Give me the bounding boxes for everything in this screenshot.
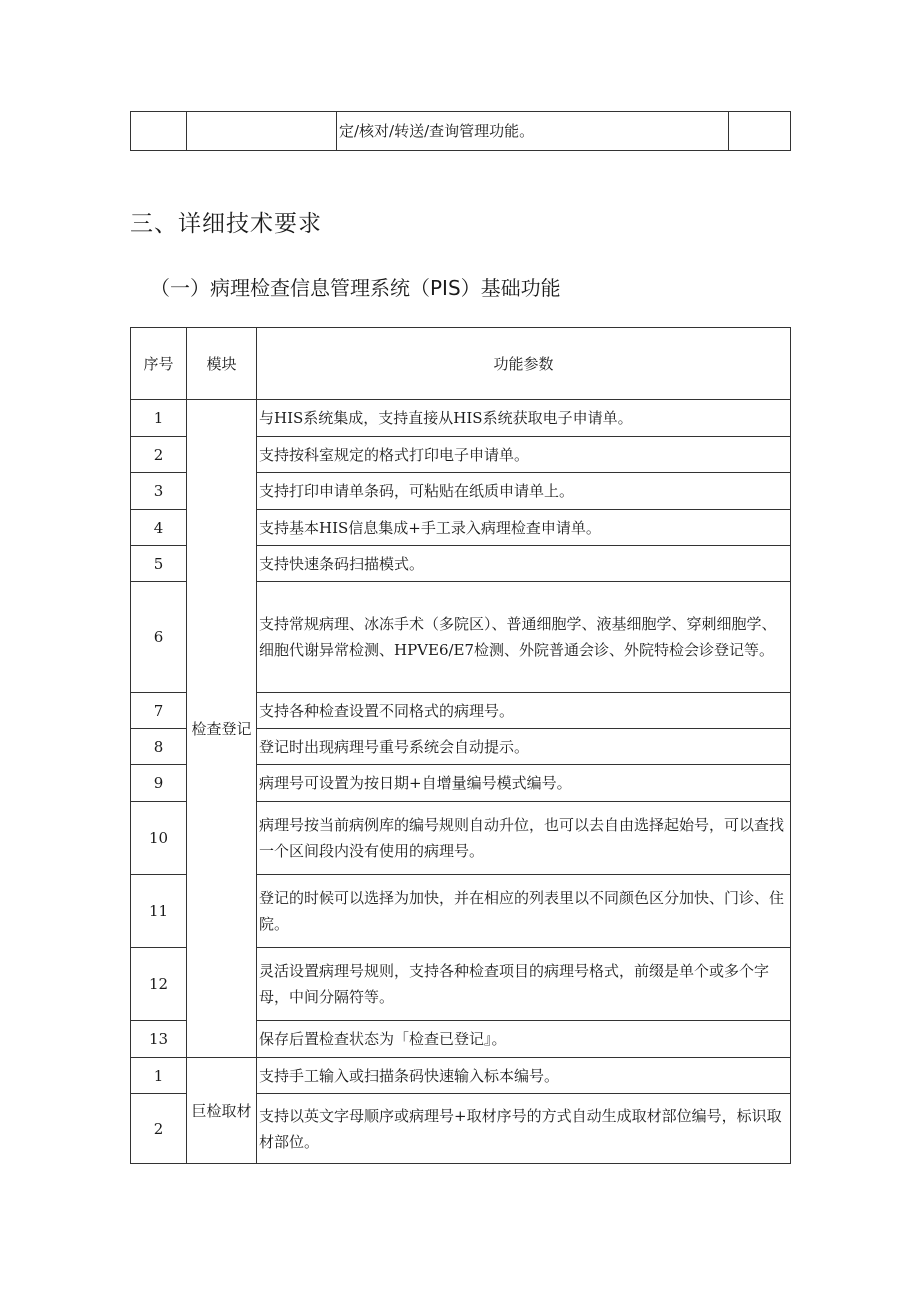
- row-number: 13: [131, 1021, 187, 1058]
- row-number: 10: [131, 802, 187, 875]
- function-description: 支持基本HIS信息集成+手工录入病理检查申请单。: [257, 510, 791, 546]
- row-number: 4: [131, 510, 187, 546]
- row-number: 12: [131, 948, 187, 1021]
- module-name: 检查登记: [187, 400, 257, 1058]
- function-description: 病理号可设置为按日期+自增量编号模式编号。: [257, 765, 791, 802]
- row-number: 7: [131, 693, 187, 729]
- function-table: [130, 327, 791, 1164]
- row-number: 5: [131, 546, 187, 582]
- function-description: 支持各种检查设置不同格式的病理号。: [257, 693, 791, 729]
- function-description: 支持常规病理、冰冻手术（多院区）、普通细胞学、液基细胞学、穿刺细胞学、细胞代谢异常检测、HPVE6/E7检测、外院普通会诊、外院特检会诊登记等。: [257, 582, 791, 693]
- row-number: 3: [131, 473, 187, 510]
- row-number: 2: [131, 437, 187, 473]
- module-name: 巨检取材: [187, 1058, 257, 1164]
- table-row: [131, 112, 791, 151]
- continued-text: 定/核对/转送/查询管理功能。: [337, 112, 729, 151]
- cell-empty: [729, 112, 791, 151]
- function-description: 保存后置检查状态为「检查已登记』。: [257, 1021, 791, 1058]
- function-description: 灵活设置病理号规则，支持各种检查项目的病理号格式，前缀是单个或多个字母，中间分隔符等。: [257, 948, 791, 1021]
- subsection-title: （一）病理检查信息管理系统（PIS）基础功能: [150, 276, 561, 300]
- section-title: 三、详细技术要求: [130, 211, 322, 237]
- row-number: 11: [131, 875, 187, 948]
- function-description: 支持快速条码扫描模式。: [257, 546, 791, 582]
- table-header-row: [131, 328, 791, 400]
- header-module: 模块: [187, 328, 257, 400]
- function-description: 支持按科室规定的格式打印电子申请单。: [257, 437, 791, 473]
- cell-empty: [131, 112, 187, 151]
- row-number: 8: [131, 729, 187, 765]
- function-description: 登记时出现病理号重号系统会自动提示。: [257, 729, 791, 765]
- function-description: 病理号按当前病例库的编号规则自动升位，也可以去自由选择起始号，可以查找一个区间段内没有使用的病理号。: [257, 802, 791, 875]
- header-seq: 序号: [131, 328, 187, 400]
- row-number: 6: [131, 582, 187, 693]
- function-description: 支持手工输入或扫描条码快速输入标本编号。: [257, 1058, 791, 1094]
- function-description: 支持打印申请单条码，可粘贴在纸质申请单上。: [257, 473, 791, 510]
- table-row: [131, 400, 791, 437]
- function-description: 与HIS系统集成，支持直接从HIS系统获取电子申请单。: [257, 400, 791, 437]
- table-row: [131, 1058, 791, 1094]
- header-params: 功能参数: [257, 328, 791, 400]
- row-number: 9: [131, 765, 187, 802]
- continued-table: [130, 111, 791, 151]
- row-number: 1: [131, 1058, 187, 1094]
- row-number: 2: [131, 1094, 187, 1164]
- function-description: 支持以英文字母顺序或病理号+取材序号的方式自动生成取材部位编号，标识取材部位。: [257, 1094, 791, 1164]
- function-description: 登记的时候可以选择为加快，并在相应的列表里以不同颜色区分加快、门诊、住院。: [257, 875, 791, 948]
- row-number: 1: [131, 400, 187, 437]
- cell-empty: [187, 112, 337, 151]
